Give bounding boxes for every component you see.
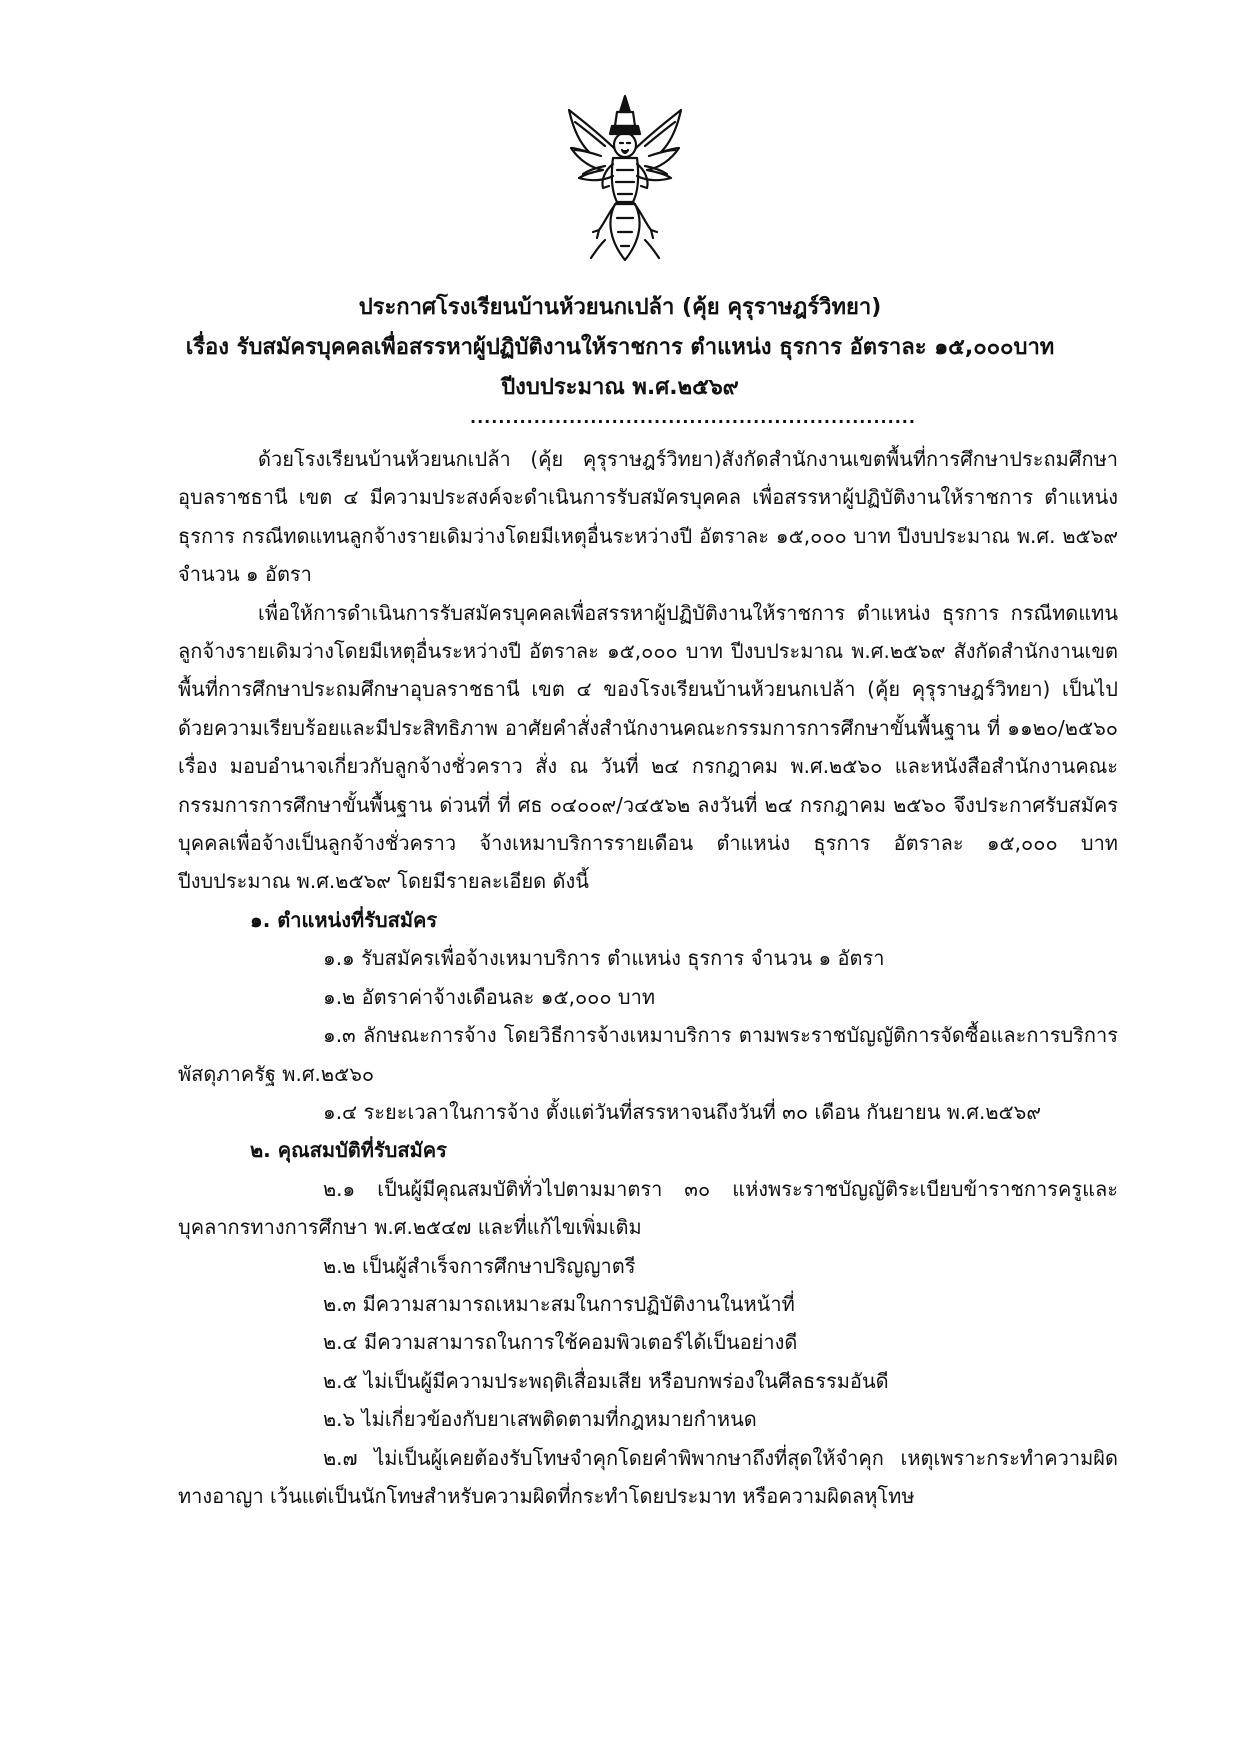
section-2-item: ๒.๓ มีความสามารถเหมาะสมในการปฏิบัติงานในหน้าที่: [323, 1291, 795, 1316]
section-2-item: ๒.๗ ไม่เป็นผู้เคยต้องรับโทษจำคุกโดยคำพิพากษาถึงที่สุดให้จำคุก เหตุเพราะกระทำความผิดทางอาญา เว้นแต่เป็นนักโทษสำหรับความผิดที่กระทำโดยประมาท หรือความผิดลหุโทษ: [178, 1445, 1118, 1508]
section-1-item: ๑.๒ อัตราค่าจ้างเดือนละ ๑๕,๐๐๐ บาท: [323, 984, 656, 1009]
title-line-3: ปีงบประมาณ พ.ศ.๒๕๖๙: [501, 375, 739, 400]
section-1-heading: ๑. ตำแหน่งที่รับสมัคร: [250, 907, 438, 932]
announcement-title: [120, 288, 1120, 408]
document-body: [178, 440, 1118, 1515]
title-line-1: ประกาศโรงเรียนบ้านห้วยนกเปล้า (คุ้ย คุรุราษฎร์วิทยา): [358, 295, 882, 320]
section-2-item: ๒.๕ ไม่เป็นผู้มีความประพฤติเสื่อมเสีย หรือบกพร่องในศีลธรรมอันดี: [323, 1368, 889, 1393]
section-2-item: ๒.๖ ไม่เกี่ยวข้องกับยาเสพติดตามที่กฎหมายกำหนด: [323, 1407, 757, 1432]
section-1-item: ๑.๑ รับสมัครเพื่อจ้างเหมาบริการ ตำแหน่ง ธุรการ จำนวน ๑ อัตรา: [323, 946, 885, 971]
section-2-heading: ๒. คุณสมบัติที่รับสมัคร: [250, 1138, 447, 1163]
intro-paragraph: ด้วยโรงเรียนบ้านห้วยนกเปล้า (คุ้ย คุรุราษฎร์วิทยา)สังกัดสำนักงานเขตพื้นที่การศึกษาประถมศึกษาอุบลราชธานี เขต ๔ มีความประสงค์จะดำเนินการรับสมัครบุคคล เพื่อสรรหาผู้ปฏิบัติงานให้ราชการ ตำแหน่ง ธุรการ กรณีทดแทนลูกจ้างรายเดิมว่างโดยมีเหตุอื่นระหว่างปี อัตราละ ๑๕,๐๐๐ บาท ปีงบประมาณ พ.ศ. ๒๕๖๙ จำนวน ๑ อัตรา: [178, 447, 1118, 587]
separator-dots: ...............................................................: [470, 408, 916, 427]
title-line-2: เรื่อง รับสมัครบุคคลเพื่อสรรหาผู้ปฏิบัติงานให้ราชการ ตำแหน่ง ธุรการ อัตราละ ๑๕,๐๐๐บาท: [185, 335, 1055, 360]
garuda-emblem-icon: [565, 90, 685, 265]
section-2-item: ๒.๔ มีความสามารถในการใช้คอมพิวเตอร์ได้เป็นอย่างดี: [323, 1330, 798, 1355]
section-2-item: ๒.๒ เป็นผู้สำเร็จการศึกษาปริญญาตรี: [323, 1253, 636, 1278]
section-2-item: ๒.๑ เป็นผู้มีคุณสมบัติทั่วไปตามมาตรา ๓๐ แห่งพระราชบัญญัติระเบียบข้าราชการครูและบุคลากรทางการศึกษา พ.ศ.๒๕๔๗ และที่แก้ไขเพิ่มเติม: [178, 1176, 1118, 1240]
section-1-item: ๑.๓ ลักษณะการจ้าง โดยวิธีการจ้างเหมาบริการ ตามพระราชบัญญัติการจัดซื้อและการบริการพัสดุภาครัฐ พ.ศ.๒๕๖๐: [178, 1023, 1118, 1086]
section-1-item: ๑.๔ ระยะเวลาในการจ้าง ตั้งแต่วันที่สรรหาจนถึงวันที่ ๓๐ เดือน กันยายน พ.ศ.๒๕๖๙: [323, 1099, 1042, 1124]
purpose-paragraph: เพื่อให้การดำเนินการรับสมัครบุคคลเพื่อสรรหาผู้ปฏิบัติงานให้ราชการ ตำแหน่ง ธุรการ กรณีทดแทนลูกจ้างรายเดิมว่างโดยมีเหตุอื่นระหว่างปี อัตราละ ๑๕,๐๐๐ บาท ปีงบประมาณ พ.ศ.๒๕๖๙ สังกัดสำนักงานเขตพื้นที่การศึกษาประถมศึกษาอุบลราชธานี เขต ๔ ของโรงเรียนบ้านห้วยนกเปล้า (คุ้ย คุรุราษฎร์วิทยา) เป็นไปด้วยความเรียบร้อยและมีประสิทธิภาพ อาศัยคำสั่งสำนักงานคณะกรรมการการศึกษาขั้นพื้นฐาน ที่ ๑๑๒๐/๒๕๖๐ เรื่อง มอบอำนาจเกี่ยวกับลูกจ้างชั่วคราว สั่ง ณ วันที่ ๒๔ กรกฎาคม พ.ศ.๒๕๖๐ และหนังสือสำนักงานคณะกรรมการการศึกษาขั้นพื้นฐาน ด่วนที่ ที่ ศธ ๐๔๐๐๙/ว๔๕๖๒ ลงวันที่ ๒๔ กรกฎาคม ๒๕๖๐ จึงประกาศรับสมัครบุคคลเพื่อจ้างเป็นลูกจ้างชั่วคราว จ้างเหมาบริการรายเดือน ตำแหน่ง ธุรการ อัตราละ ๑๕,๐๐๐ บาท ปีงบประมาณ พ.ศ.๒๕๖๙ โดยมีรายละเอียด ดังนี้: [178, 600, 1118, 894]
